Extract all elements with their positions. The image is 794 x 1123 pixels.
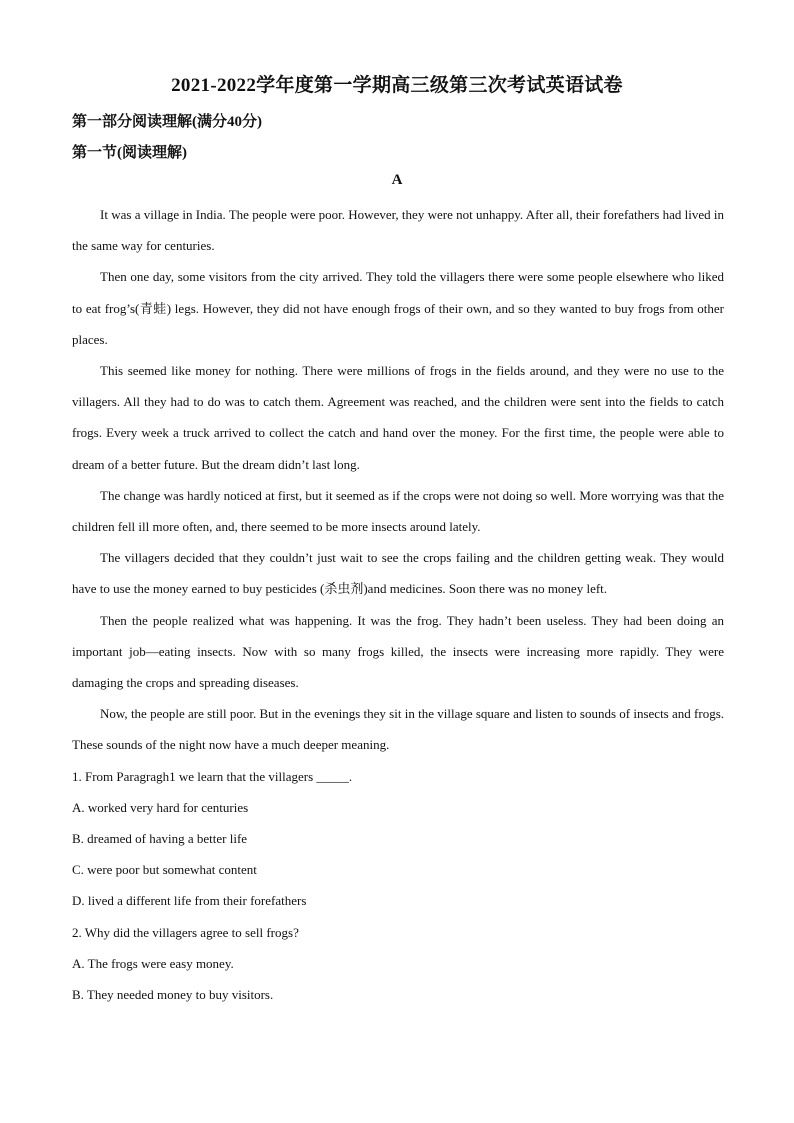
question-option: A. worked very hard for centuries [72, 799, 249, 815]
paragraph: Then the people realized what was happening. It was the frog. They hadn’t been useless. They had been doing an important job—eating insects. Now with so many frogs killed, the insects were increasing more rapidly. They were damaging the crops and spreading diseases. [72, 612, 724, 691]
paragraph: Then one day, some visitors from the city arrived. They told the villagers there were some people elsewhere who liked to eat frog’s(青蛙) legs. However, they did not have enough frogs of their own, and so they wanted to buy frogs from other places. [72, 269, 724, 347]
paragraph: Now, the people are still poor. But in the evenings they sit in the village square and listen to sounds of insects and frogs. These sounds of the night now have a much deeper meaning. [72, 706, 724, 753]
question-option: C. were poor but somewhat content [72, 862, 257, 878]
question-stem: 2. Why did the villagers agree to sell frogs? [72, 924, 299, 940]
question-option: B. dreamed of having a better life [72, 831, 248, 847]
question-option: D. lived a different life from their forefathers [72, 893, 307, 909]
paragraph: It was a village in India. The people were poor. However, they were not unhappy. After all, their forefathers had lived in the same way for centuries. [72, 207, 724, 254]
question-stem: 1. From Paragragh1 we learn that the villagers _____. [72, 768, 353, 784]
question-option: B. They needed money to buy visitors. [72, 987, 274, 1003]
paragraph: The villagers decided that they couldn’t just wait to see the crops failing and the children getting weak. They would have to use the money earned to buy pesticides (杀虫剂)and medicines. Soon there was no money left. [72, 550, 724, 597]
paragraph: The change was hardly noticed at first, but it seemed as if the crops were not doing so well. More worrying was that the children fell ill more often, and, there seemed to be more insects around lately. [72, 487, 724, 535]
paragraph: This seemed like money for nothing. There were millions of frogs in the fields around, and they were no use to the villagers. All they had to do was to catch them. Agreement was reached, and the children were sent into the fields to catch frogs. Every week a truck arrived to collect the catch and hand over the money. For the first time, the people were able to dream of a better future. But the dream didn’t last long. [72, 363, 724, 472]
exam-title: 2021-2022学年度第一学期高三级第三次考试英语试卷 [171, 75, 623, 96]
question-option: A. The frogs were easy money. [72, 955, 234, 971]
passage-label: A [391, 172, 403, 188]
part-heading: 第一部分阅读理解(满分40分) [72, 114, 262, 130]
passage-body [72, 199, 724, 1010]
section-heading: 第一节(阅读理解) [72, 145, 187, 161]
